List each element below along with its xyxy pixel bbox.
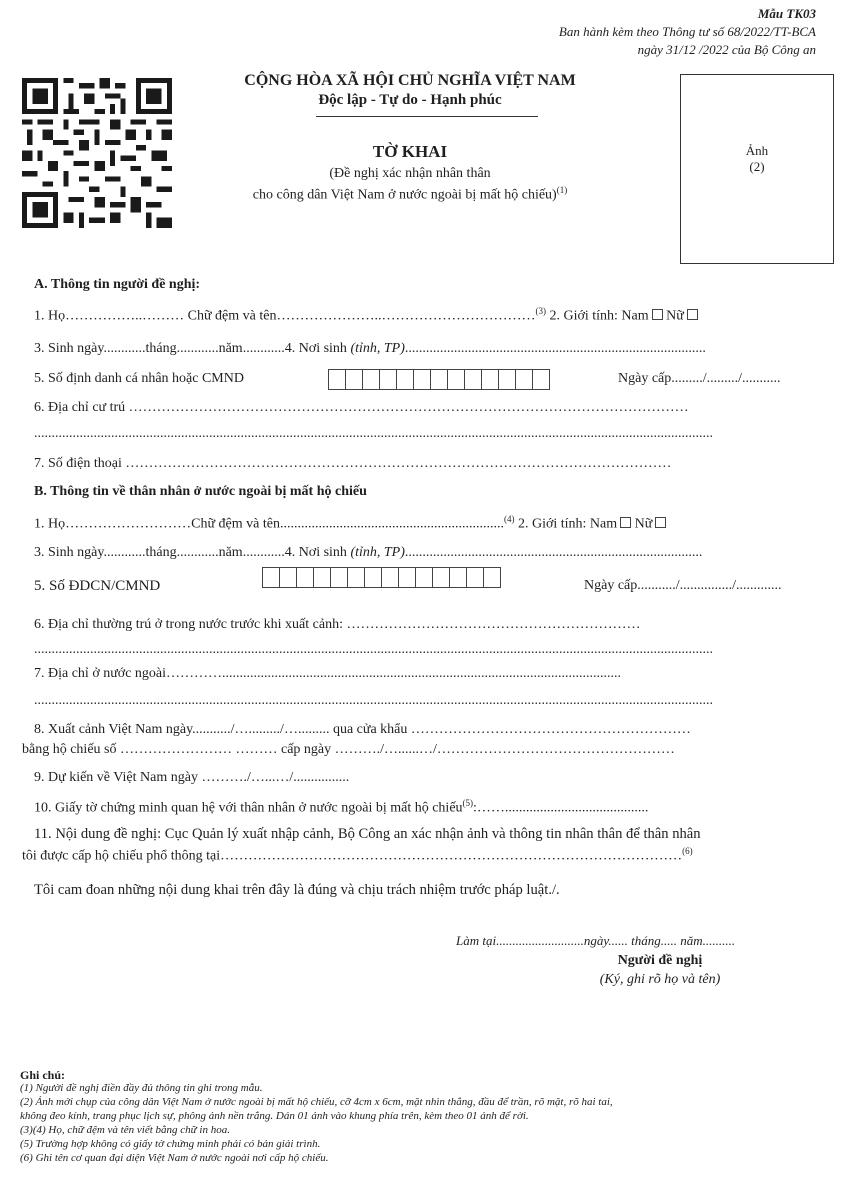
b-request-row-2: tôi được cấp hộ chiếu phổ thông tại………………………………………………………………………………………$^{(6)}$ xyxy=(22,846,693,864)
a-birth-row: 3. Sinh ngày............tháng............năm............4. Nơi sinh (tỉnh, TP)...................................................................................... xyxy=(34,341,706,356)
note-2a: (2) Ảnh mới chụp của công dân Việt Nam ở nước ngoài bị mất hộ chiếu, cỡ 4cm x 6cm, mặt nhìn thẳng, đầu để trần, rõ mặt, rõ hai tai, xyxy=(20,1096,613,1108)
form-subtitle-2: cho công dân Việt Nam ở nước ngoài bị mất hộ chiếu)$^{(1)}$ xyxy=(252,185,568,203)
b-foreign-address-row-2: .................................................................................................................................................................................................. xyxy=(34,693,713,708)
a-id-label: 5. Số định danh cá nhân hoặc CMND xyxy=(34,371,244,386)
note-6: (6) Ghi tên cơ quan đại diện Việt Nam ở nước ngoài nơi cấp hộ chiếu. xyxy=(20,1152,329,1164)
section-b-heading: B. Thông tin về thân nhân ở nước ngoài bị mất hộ chiếu xyxy=(34,484,367,499)
note-5: (5) Trường hợp không có giấy tờ chứng minh phải có bản giải trình. xyxy=(20,1138,321,1150)
b-return-date-row: 9. Dự kiến về Việt Nam ngày ………./…...…/................ xyxy=(34,770,350,785)
a-id-issue-date: Ngày cấp........./........./........... xyxy=(618,371,781,386)
pledge-text: Tôi cam đoan những nội dung khai trên đây là đúng và chịu trách nhiệm trước pháp luật./. xyxy=(34,882,560,898)
motto: Độc lập - Tự do - Hạnh phúc xyxy=(318,92,502,108)
b-gender-male-checkbox[interactable] xyxy=(620,517,631,528)
a-address-row-2: .................................................................................................................................................................................................. xyxy=(34,426,713,441)
qr-code xyxy=(22,78,172,228)
a-id-number-boxes[interactable] xyxy=(328,369,549,390)
note-2b: không đeo kính, trang phục lịch sự, phông ảnh nền trắng. Dán 01 ảnh vào khung phía trên, kèm theo 01 ảnh để rời. xyxy=(20,1110,529,1122)
notes-heading: Ghi chú: xyxy=(20,1068,66,1082)
a-phone-row: 7. Số điện thoại ……………………………………………………………………………………………………… xyxy=(34,456,672,471)
a-address-row: 6. Địa chỉ cư trú ………………………………………………………………………………………………………… xyxy=(34,400,689,415)
form-subtitle-1: (Đề nghị xác nhận nhân thân xyxy=(329,166,491,181)
photo-box xyxy=(680,74,834,264)
b-passport-row: bằng hộ chiếu số …………………… ……… cấp ngày ………./…......…/…………………………………………… xyxy=(22,742,675,757)
b-domestic-address-row-2: .................................................................................................................................................................................................. xyxy=(34,642,713,657)
b-foreign-address-row: 7. Địa chỉ ở nước ngoài………….................................................................................................................. xyxy=(34,666,622,681)
signer-note: (Ký, ghi rõ họ và tên) xyxy=(599,972,721,987)
country-name: CỘNG HÒA XÃ HỘI CHỦ NGHĨA VIỆT NAM xyxy=(244,72,576,89)
b-name-row: 1. Họ………………………Chữ đệm và tên................................................................$^{(4)}$ 2. Giới tính: Nam Nữ xyxy=(34,514,666,533)
note-3: (3)(4) Họ, chữ đệm và tên viết bằng chữ in hoa. xyxy=(20,1124,230,1136)
section-a-heading: A. Thông tin người đề nghị: xyxy=(34,277,201,292)
b-id-label: 5. Số ĐDCN/CMND xyxy=(34,578,161,594)
form-code: Mẫu TK03 xyxy=(757,6,816,21)
note-1: (1) Người đề nghị điền đầy đủ thông tin ghi trong mẫu. xyxy=(20,1082,263,1094)
a-name-row: 1. Họ……………..……… Chữ đệm và tên…………………..……………………………$^{(3)}$ 2. Giới tính: Nam Nữ xyxy=(34,306,698,325)
photo-label: Ảnh (2) xyxy=(745,143,769,174)
b-request-row-1: 11. Nội dung đề nghị: Cục Quản lý xuất nhập cảnh, Bộ Công an xác nhận ảnh và thông tin nhân thân để thân nhân xyxy=(34,826,701,842)
b-gender-female-checkbox[interactable] xyxy=(655,517,666,528)
b-relation-docs-row: 10. Giấy tờ chứng minh quan hệ với thân nhân ở nước ngoài bị mất hộ chiếu$^{(5)}$:……......................................... xyxy=(34,798,649,816)
issued-line-2: ngày 31/12 /2022 của Bộ Công an xyxy=(637,42,816,57)
a-gender-male-checkbox[interactable] xyxy=(652,309,663,320)
b-id-issue-date: Ngày cấp.........../.............../............. xyxy=(584,578,782,593)
b-exit-row: 8. Xuất cảnh Việt Nam ngày.........../…........./…......... qua cửa khẩu …………………………………………………… xyxy=(34,722,691,737)
motto-underline xyxy=(316,116,538,117)
b-domestic-address-row: 6. Địa chỉ thường trú ở trong nước trước khi xuất cảnh: ……………………………………………………… xyxy=(34,617,641,632)
a-gender-female-checkbox[interactable] xyxy=(687,309,698,320)
form-title: TỜ KHAI xyxy=(372,142,448,161)
issued-line-1: Ban hành kèm theo Thông tư số 68/2022/TT-BCA xyxy=(558,24,816,39)
signing-place-date: Làm tại...........................ngày...... tháng..... năm.......... xyxy=(456,933,736,948)
b-birth-row: 3. Sinh ngày............tháng............năm............4. Nơi sinh (tỉnh, TP)..................................................................................... xyxy=(34,545,703,560)
signer-title: Người đề nghị xyxy=(617,953,703,968)
b-id-number-boxes[interactable] xyxy=(262,567,500,588)
